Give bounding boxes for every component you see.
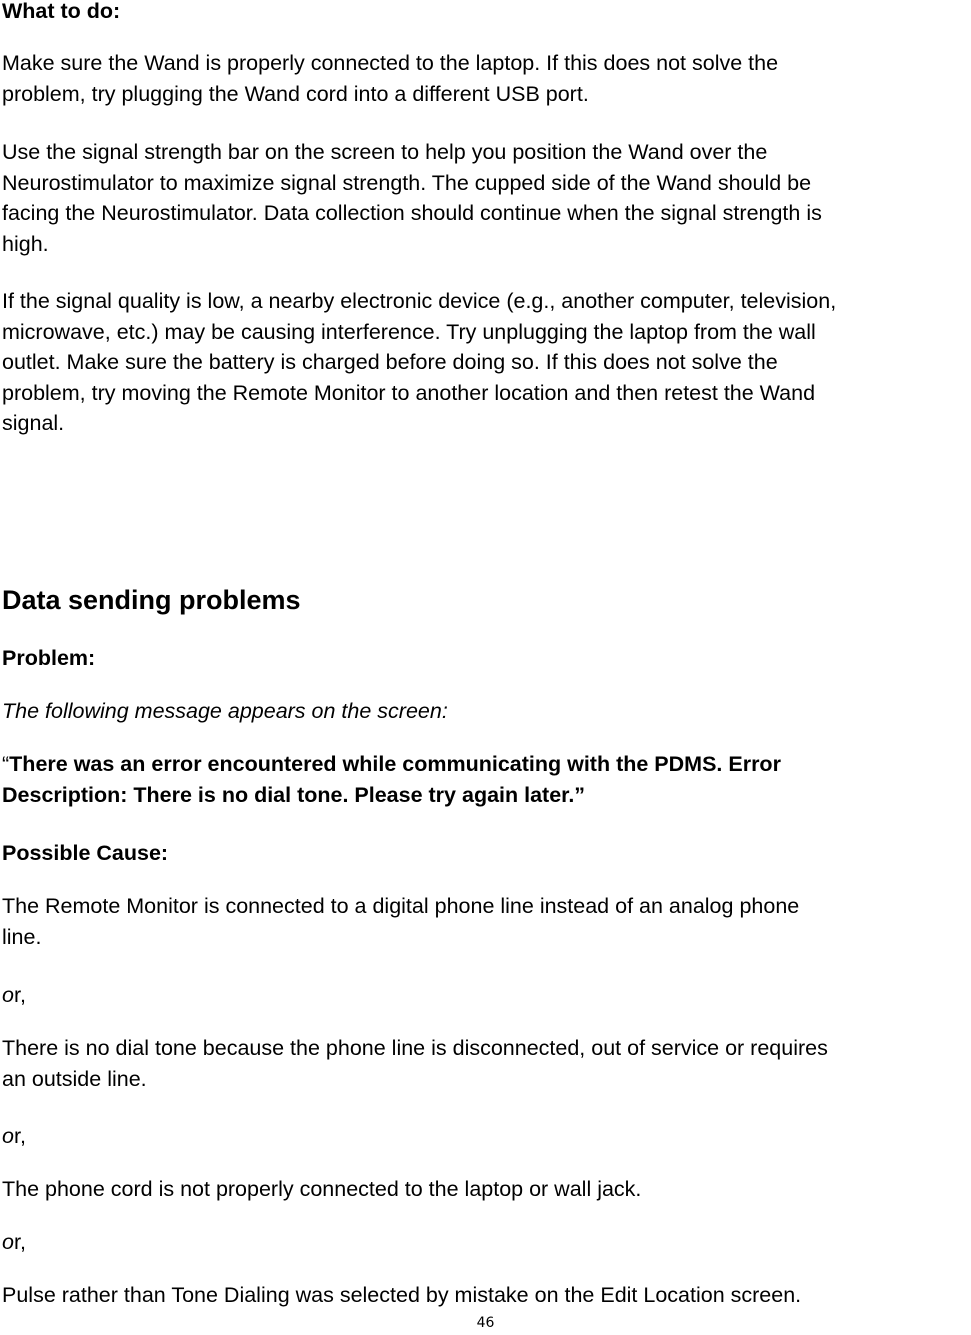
cause-no-dial-tone: [2, 1033, 828, 1094]
page-number: 46: [476, 1315, 495, 1331]
or-rest: r,: [13, 1230, 26, 1254]
paragraph-line: Neurostimulator to maximize signal strength. The cupped side of the Wand should be: [2, 170, 812, 195]
or-separator: [2, 1121, 26, 1152]
problem-intro: The following message appears on the screen:: [2, 699, 448, 723]
paragraph-line: facing the Neurostimulator. Data collection should continue when the signal strength is: [2, 201, 822, 225]
error-message-line: Description: There is no dial tone. Please try again later.”: [2, 782, 586, 807]
or-rest: r,: [13, 983, 26, 1007]
paragraph-line: signal.: [2, 411, 65, 435]
paragraph-line: line.: [2, 924, 42, 949]
paragraph-line: The Remote Monitor is connected to a digital phone line instead of an analog phone: [2, 894, 800, 918]
paragraph-line: outlet. Make sure the battery is charged before doing so. If this does not solve the: [2, 350, 778, 374]
paragraph-signal-strength: [2, 137, 822, 259]
or-rest: r,: [13, 1124, 26, 1148]
cause-digital-line: [2, 891, 799, 952]
error-message-line: [2, 749, 781, 780]
paragraph-line: microwave, etc.) may be causing interference. Try unplugging the laptop from the wall: [2, 319, 816, 344]
or-italic-letter: o: [2, 983, 14, 1007]
paragraph-line: If the signal quality is low, a nearby electronic device (e.g., another computer, television,: [2, 289, 837, 313]
paragraph-line: high.: [2, 231, 49, 256]
paragraph-line: There is no dial tone because the phone line is disconnected, out of service or requires: [2, 1036, 828, 1060]
paragraph-line: Make sure the Wand is properly connected to the laptop. If this does not solve the: [2, 51, 779, 75]
paragraph-line: an outside line.: [2, 1066, 147, 1091]
error-message-text: There was an error encountered while communicating with the PDMS. Error: [9, 752, 781, 776]
error-message-quote: [2, 749, 781, 810]
section-title: Data sending problems: [2, 585, 301, 615]
or-italic-letter: o: [2, 1124, 14, 1148]
or-separator: [2, 1227, 26, 1258]
or-separator: [2, 980, 26, 1011]
possible-cause-label: Possible Cause:: [2, 841, 169, 865]
problem-label: Problem:: [2, 646, 96, 670]
cause-phone-cord: The phone cord is not properly connected to the laptop or wall jack.: [2, 1177, 642, 1201]
paragraph-line: problem, try plugging the Wand cord into a different USB port.: [2, 81, 589, 106]
open-quote: “: [2, 752, 10, 776]
cause-pulse-dialing: Pulse rather than Tone Dialing was selected by mistake on the Edit Location screen.: [2, 1283, 802, 1307]
or-italic-letter: o: [2, 1230, 14, 1254]
what-to-do-heading: What to do:: [2, 0, 121, 23]
paragraph-wand-connection: [2, 48, 778, 109]
paragraph-line: Use the signal strength bar on the screen to help you position the Wand over the: [2, 140, 768, 164]
paragraph-interference: [2, 286, 836, 439]
paragraph-line: problem, try moving the Remote Monitor to another location and then retest the Wand: [2, 380, 816, 405]
